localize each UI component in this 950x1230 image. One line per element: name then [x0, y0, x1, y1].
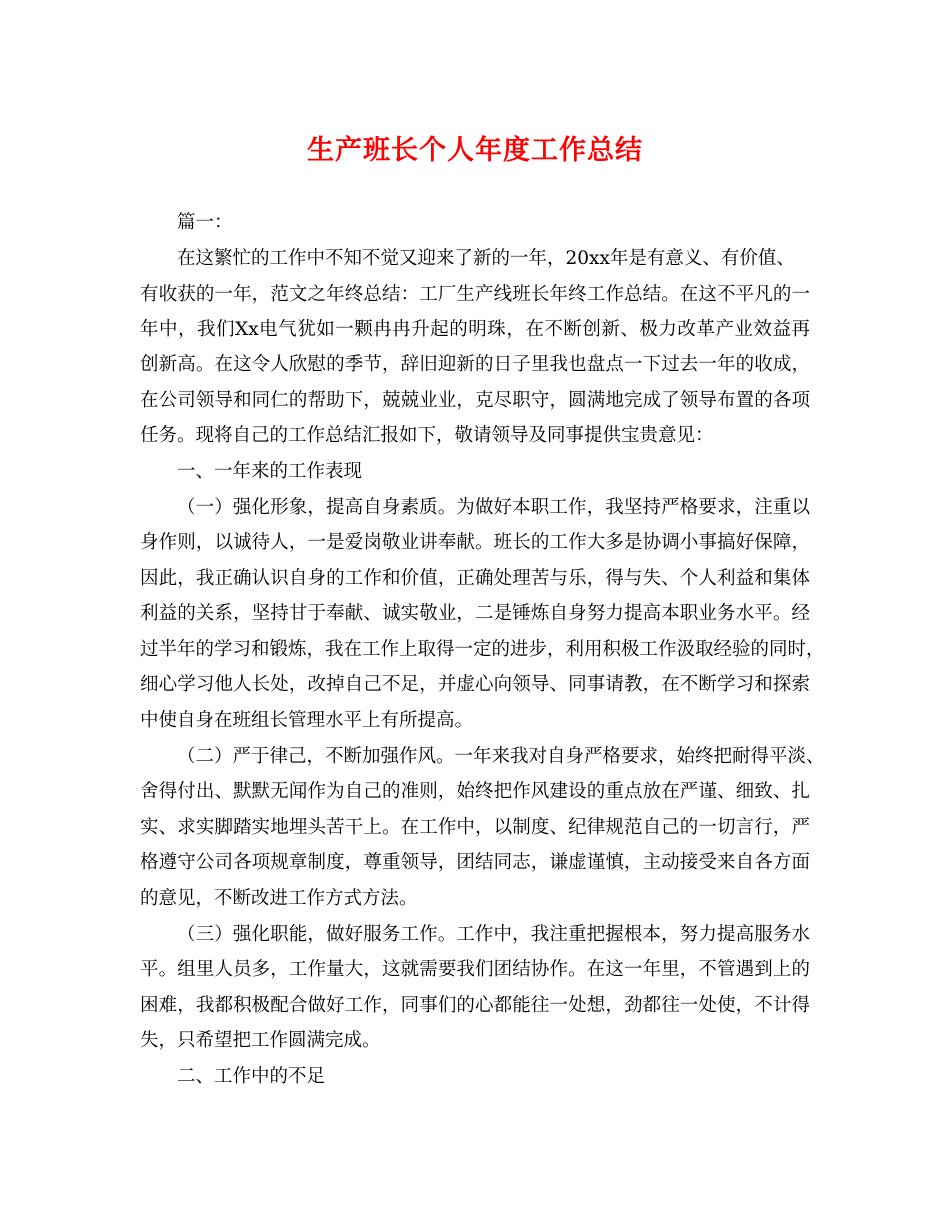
paragraph-line: 利益的关系，坚持甘于奉献、诚实敬业，二是锤炼自身努力提高本职业务水平。经: [140, 603, 810, 624]
section-heading: 一、一年来的工作表现: [177, 461, 363, 482]
document-title: 生产班长个人年度工作总结: [307, 135, 643, 166]
paragraph-line: 失，只希望把工作圆满完成。: [140, 1030, 381, 1051]
paragraph-line: 身作则，以诚待人，一是爱岗敬业讲奉献。班长的工作大多是协调小事搞好保障，: [140, 532, 810, 553]
paragraph-line: 舍得付出、默默无闻作为自己的准则，始终把作风建设的重点放在严谨、细致、扎: [140, 781, 810, 802]
paragraph-line: 实、求实脚踏实地埋头苦干上。在工作中，以制度、纪律规范自己的一切言行，严: [140, 817, 810, 838]
section-label: 篇一：: [177, 212, 233, 233]
paragraph-line: 的意见，不断改进工作方式方法。: [140, 888, 418, 909]
paragraph-line: （一）强化形象，提高自身素质。为做好本职工作，我坚持严格要求，注重以: [177, 497, 810, 518]
section-heading: 二、工作中的不足: [177, 1066, 326, 1087]
paragraph-line: 在这繁忙的工作中不知不觉又迎来了新的一年，20xx年是有意义、有价值、: [177, 248, 795, 269]
paragraph-line: （二）严于律己，不断加强作风。一年来我对自身严格要求，始终把耐得平淡、: [177, 746, 825, 767]
paragraph-line: 任务。现将自己的工作总结汇报如下，敬请领导及同事提供宝贵意见：: [140, 425, 714, 446]
paragraph-line: 平。组里人员多，工作量大，这就需要我们团结协作。在这一年里，不管遇到上的: [140, 959, 810, 980]
paragraph-line: 因此，我正确认识自身的工作和价值，正确处理苦与乐，得与失、个人利益和集体: [140, 568, 810, 589]
paragraph-line: 困难，我都积极配合做好工作，同事们的心都能往一处想，劲都往一处使，不计得: [140, 995, 810, 1016]
paragraph-line: 细心学习他人长处，改掉自己不足，并虚心向领导、同事请教，在不断学习和探索: [140, 674, 810, 695]
paragraph-line: 有收获的一年，范文之年终总结：工厂生产线班长年终工作总结。在这不平凡的一: [140, 284, 810, 305]
paragraph-line: 年中，我们Xx电气犹如一颗冉冉升起的明珠，在不断创新、极力改革产业效益再: [140, 319, 810, 340]
paragraph-line: 格遵守公司各项规章制度，尊重领导，团结同志，谦虚谨慎，主动接受来自各方面: [140, 852, 810, 873]
paragraph-line: 中使自身在班组长管理水平上有所提高。: [140, 710, 474, 731]
paragraph-line: （三）强化职能，做好服务工作。工作中，我注重把握根本，努力提高服务水: [177, 924, 810, 945]
paragraph-line: 过半年的学习和锻炼，我在工作上取得一定的进步，利用积极工作汲取经验的同时，: [140, 639, 825, 660]
paragraph-line: 创新高。在这令人欣慰的季节，辞旧迎新的日子里我也盘点一下过去一年的收成，: [140, 354, 810, 375]
paragraph-line: 在公司领导和同仁的帮助下，兢兢业业，克尽职守，圆满地完成了领导布置的各项: [140, 390, 810, 411]
